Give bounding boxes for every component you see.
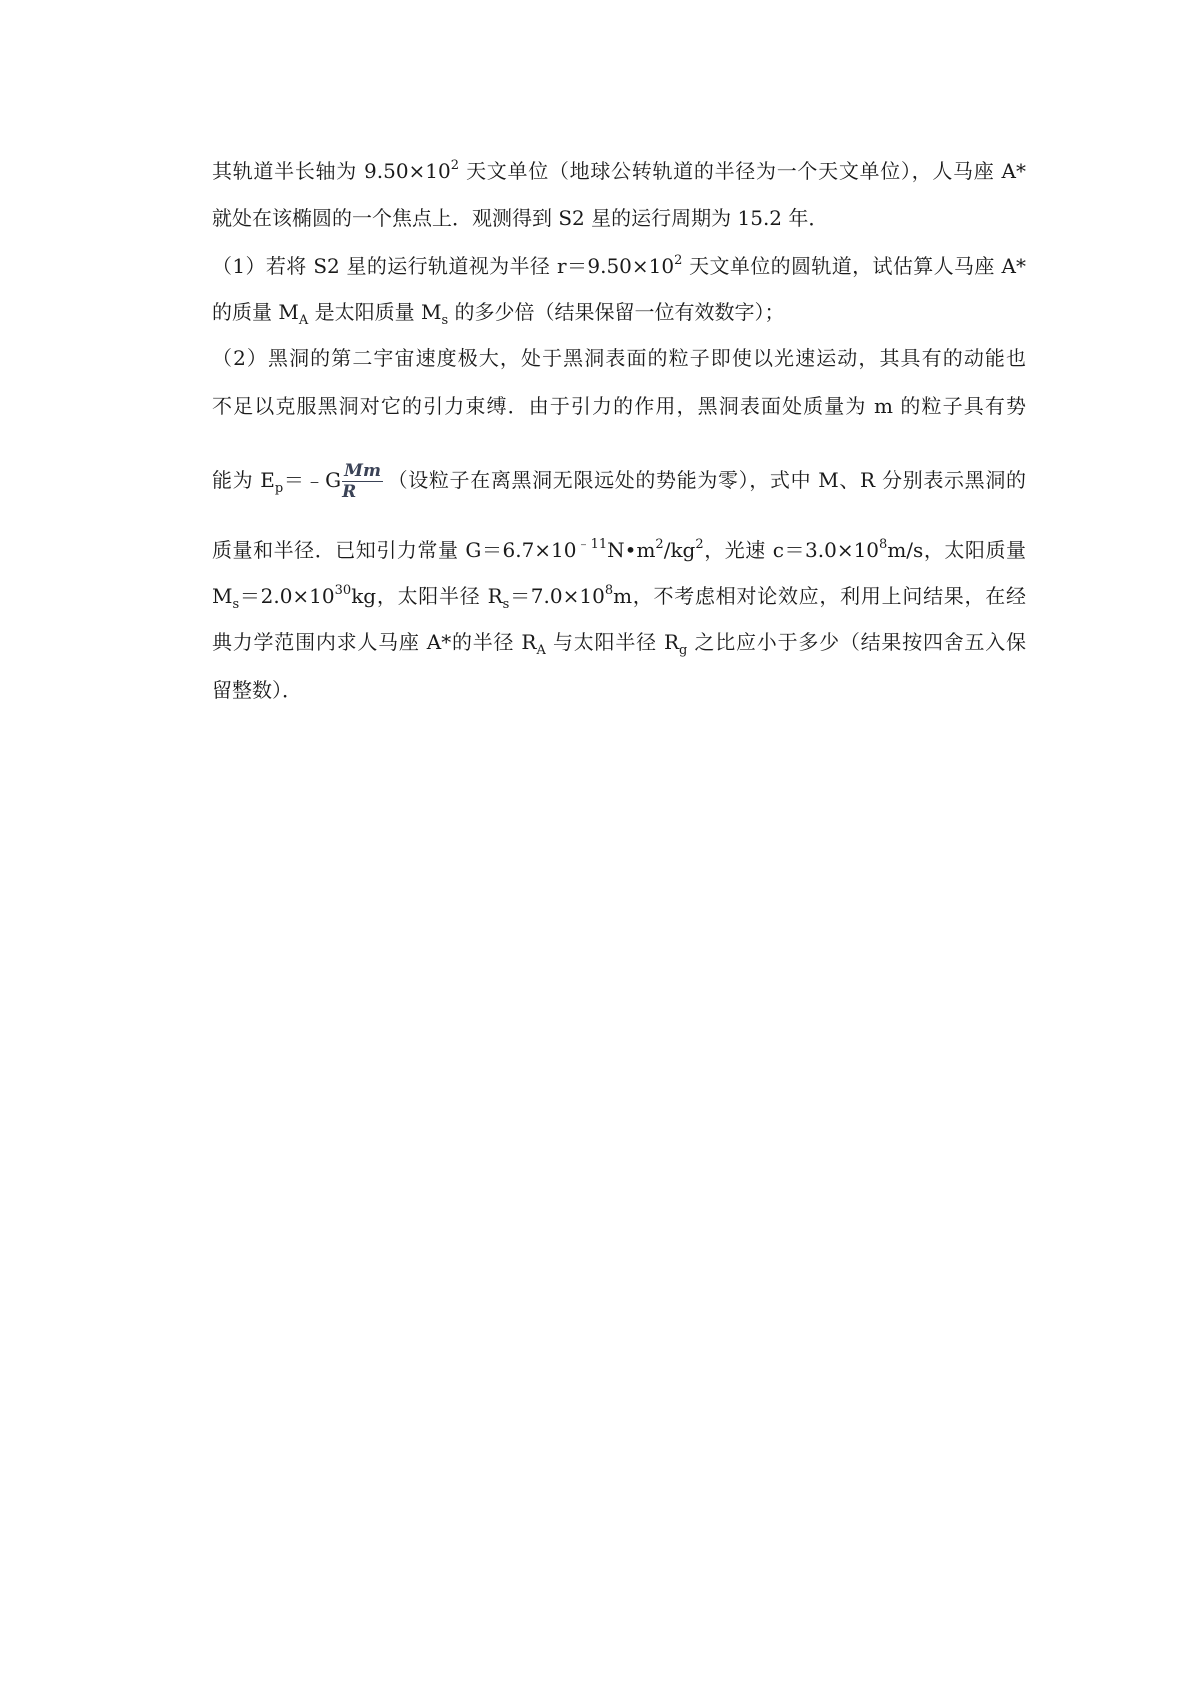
text-run: N•m xyxy=(607,538,656,562)
text-run: kg，太阳半径 R xyxy=(351,584,503,608)
text-run: 与太阳半径 R xyxy=(545,630,680,654)
subscript: A xyxy=(298,313,309,328)
text-run: 的质量 M xyxy=(212,300,299,324)
text-run: ＝7.0×10 xyxy=(509,584,605,608)
text-run: m，不考虑相对论效应，利用上问结果，在经 xyxy=(613,584,1027,608)
text-run: （2）黑洞的第二宇宙速度极大，处于黑洞表面的粒子即使以光速运动，其具有的动能也 xyxy=(212,346,1026,370)
subscript: A xyxy=(536,643,546,658)
superscript: 8 xyxy=(879,537,888,552)
question-2-line-1 xyxy=(212,344,1026,372)
text-run: 能为 E xyxy=(212,468,275,492)
text-run: M xyxy=(212,584,233,608)
text-run: 其轨道半长轴为 9.50×10 xyxy=(212,159,451,183)
fraction-numerator: Mm xyxy=(344,461,381,481)
superscript: 8 xyxy=(604,583,614,598)
superscript: ﹣11 xyxy=(576,537,608,552)
subscript: p xyxy=(274,481,284,496)
subscript: s xyxy=(441,313,449,328)
text-run: （1）若将 S2 星的运行轨道视为半径 r＝9.50×10 xyxy=(212,254,675,278)
superscript: 2 xyxy=(655,537,664,552)
subscript: s xyxy=(502,597,510,612)
superscript: 2 xyxy=(674,253,683,268)
text-line-2 xyxy=(212,204,1026,232)
superscript: 30 xyxy=(334,583,352,598)
text-run: 天文单位（地球公转轨道的半径为一个天文单位），人马座 A* xyxy=(459,159,1026,183)
question-2-line-2 xyxy=(212,392,1026,420)
subscript: g xyxy=(679,643,688,658)
potential-energy-fraction xyxy=(342,461,383,502)
text-run: ＝﹣G xyxy=(283,468,342,492)
text-run: 天文单位的圆轨道，试估算人马座 A* xyxy=(682,254,1026,278)
text-run: m/s，太阳质量 xyxy=(887,538,1027,562)
question-2-line-6 xyxy=(212,628,1026,656)
text-run: （设粒子在离黑洞无限远处的势能为零），式中 M、R 分别表示黑洞的 xyxy=(386,468,1026,492)
text-run: 就处在该椭圆的一个焦点上．观测得到 S2 星的运行周期为 15.2 年． xyxy=(212,206,829,230)
question-1-line-2 xyxy=(212,298,1026,326)
question-2-line-3 xyxy=(212,461,1026,502)
text-run: 是太阳质量 M xyxy=(308,300,442,324)
superscript: 2 xyxy=(695,537,704,552)
text-run: 质量和半径．已知引力常量 G＝6.7×10 xyxy=(212,538,577,562)
question-2-line-7 xyxy=(212,676,1026,704)
question-2-line-4 xyxy=(212,536,1026,564)
text-run: 之比应小于多少（结果按四舍五入保 xyxy=(687,630,1027,654)
question-2-line-5 xyxy=(212,582,1026,610)
question-1-line-1 xyxy=(212,252,1026,280)
text-run: 留整数）． xyxy=(212,678,302,702)
text-run: ，光速 c＝3.0×10 xyxy=(703,538,880,562)
text-run: ＝2.0×10 xyxy=(239,584,335,608)
text-run: 的多少倍（结果保留一位有效数字）； xyxy=(448,300,785,324)
subscript: s xyxy=(232,597,240,612)
fraction-denominator: R xyxy=(342,482,357,502)
text-run: 典力学范围内求人马座 A*的半径 R xyxy=(212,630,537,654)
text-run: /kg xyxy=(663,538,696,562)
text-line-1 xyxy=(212,157,1026,185)
superscript: 2 xyxy=(450,158,460,173)
text-run: 不足以克服黑洞对它的引力束缚．由于引力的作用，黑洞表面处质量为 m 的粒子具有势 xyxy=(212,394,1026,418)
